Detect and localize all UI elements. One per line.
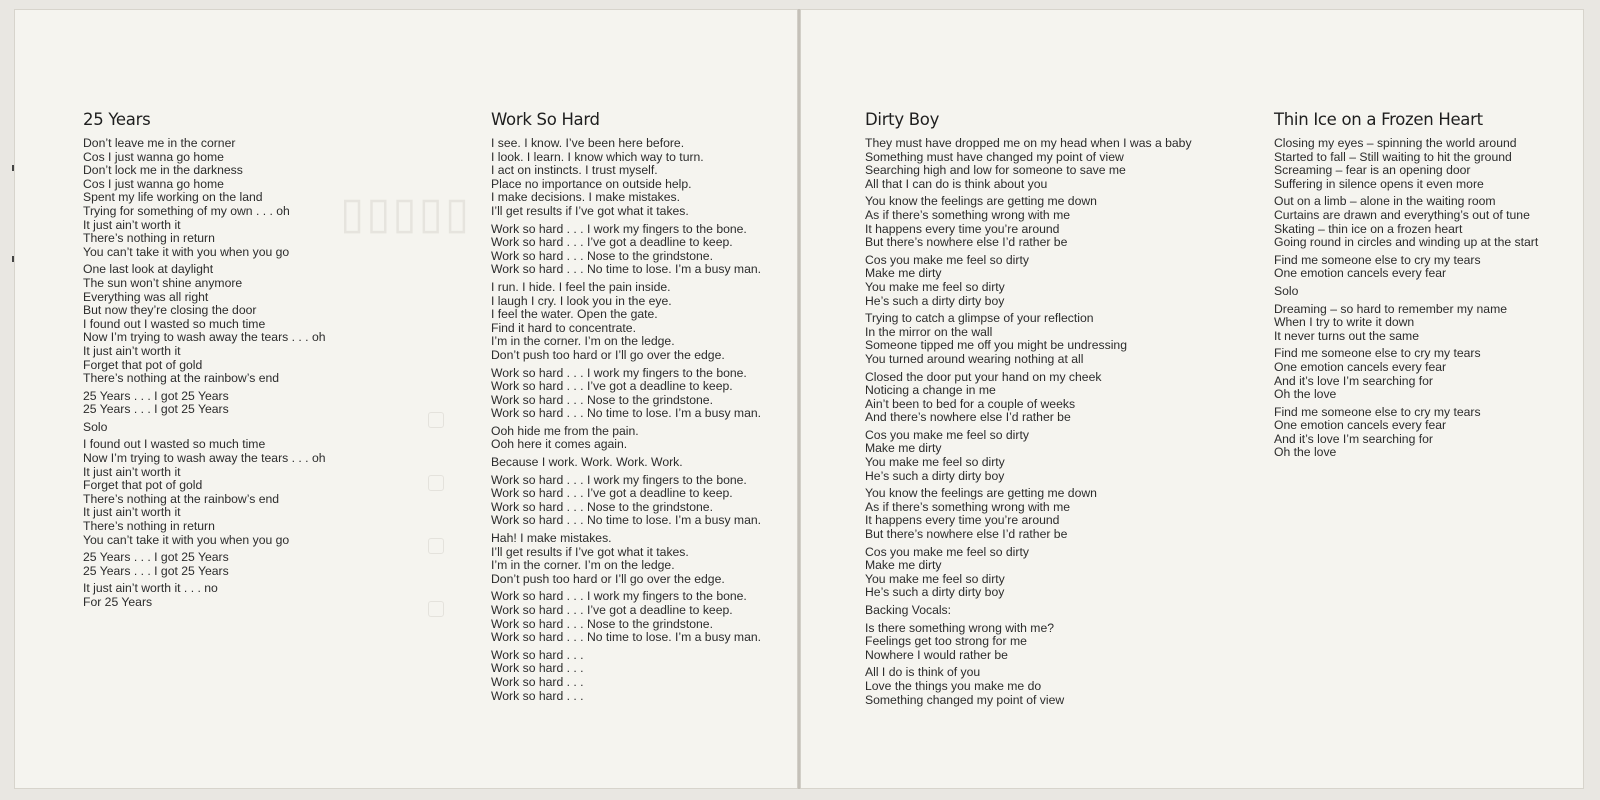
lyric-line: You make me feel so dirty bbox=[865, 571, 1005, 586]
lyric-line: Make me dirty bbox=[865, 558, 942, 573]
lyric-line: 25 Years . . . I got 25 Years bbox=[83, 402, 229, 417]
lyric-line: Solo bbox=[1274, 283, 1299, 298]
lyric-line: And it’s love I’m searching for bbox=[1274, 373, 1433, 388]
lyric-stanza bbox=[1274, 303, 1538, 344]
lyric-line: Trying for something of my own . . . oh bbox=[83, 203, 290, 218]
lyric-line: Work so hard . . . No time to lose. I’m a busy man. bbox=[491, 513, 762, 528]
lyric-line: Closed the door put your hand on my cheek bbox=[865, 369, 1102, 384]
lyric-stanza bbox=[83, 390, 326, 417]
lyric-line: I laugh I cry. I look you in the eye. bbox=[491, 293, 672, 308]
lyric-line: Find it hard to concentrate. bbox=[491, 320, 636, 335]
lyric-line: It just ain’t worth it bbox=[83, 217, 181, 232]
lyric-line: Trying to catch a glimpse of your reflection bbox=[865, 311, 1094, 326]
lyric-line: Cos I just wanna go home bbox=[83, 149, 224, 164]
lyric-line: Work so hard . . . I work my fingers to the bone. bbox=[491, 589, 747, 604]
lyric-stanza bbox=[491, 474, 761, 528]
lyric-line: Cos I just wanna go home bbox=[83, 176, 224, 191]
lyric-line: Work so hard . . . Nose to the grindstone. bbox=[491, 499, 713, 514]
lyric-stanza bbox=[83, 137, 326, 259]
song-title: Thin Ice on a Frozen Heart bbox=[1274, 110, 1483, 129]
lyric-line: For 25 Years bbox=[83, 595, 153, 609]
lyric-line: Work so hard . . . I’ve got a deadline to keep. bbox=[491, 379, 733, 394]
lyric-line: Cos you make me feel so dirty bbox=[865, 544, 1029, 559]
lyric-line: There’s nothing at the rainbow’s end bbox=[83, 371, 280, 386]
lyric-line: Work so hard . . . bbox=[491, 688, 584, 703]
lyric-line: Spent my life working on the land bbox=[83, 190, 263, 205]
lyric-line: You can’t take it with you when you go bbox=[83, 532, 290, 547]
lyric-line: It never turns out the same bbox=[1274, 328, 1419, 343]
lyric-line: Oh the love bbox=[1274, 445, 1337, 460]
lyric-stanza bbox=[865, 312, 1192, 366]
lyric-stanza bbox=[491, 649, 761, 703]
lyric-line: Work so hard . . . I work my fingers to the bone. bbox=[491, 365, 747, 380]
lyric-line: Started to fall – Still waiting to hit the ground bbox=[1274, 149, 1512, 164]
song-title: Work So Hard bbox=[491, 110, 600, 129]
lyric-line: Closing my eyes – spinning the world around bbox=[1274, 136, 1517, 150]
lyric-line: I act on instincts. I trust myself. bbox=[491, 163, 658, 178]
lyric-line: Someone tipped me off you might be undressing bbox=[865, 338, 1127, 353]
lyric-line: They must have dropped me on my head when I was a baby bbox=[865, 136, 1192, 150]
lyric-stanza bbox=[491, 367, 761, 421]
lyric-line: But there’s nowhere else I’d rather be bbox=[865, 527, 1068, 542]
song-column bbox=[1274, 110, 1538, 464]
lyric-line: As if there’s something wrong with me bbox=[865, 207, 1071, 222]
lyric-line: Make me dirty bbox=[865, 266, 942, 281]
lyric-line: It happens every time you’re around bbox=[865, 221, 1060, 236]
lyric-stanza bbox=[491, 137, 761, 219]
lyrics-body bbox=[491, 137, 761, 703]
lyrics-body bbox=[83, 137, 326, 610]
lyric-line: Cos you make me feel so dirty bbox=[865, 252, 1029, 267]
lyric-line: It just ain’t worth it . . . no bbox=[83, 581, 218, 596]
show-through-box bbox=[428, 538, 444, 554]
lyric-line: Work so hard . . . No time to lose. I’m a busy man. bbox=[491, 630, 762, 645]
lyric-line: You turned around wearing nothing at all bbox=[865, 351, 1084, 366]
lyric-line: Out on a limb – alone in the waiting room bbox=[1274, 194, 1496, 209]
lyric-line: Forget that pot of gold bbox=[83, 357, 203, 372]
show-through-box bbox=[428, 475, 444, 491]
lyric-line: Ooh here it comes again. bbox=[491, 437, 628, 452]
lyric-line: Something must have changed my point of view bbox=[865, 149, 1124, 164]
lyric-line: Ain’t been to bed for a couple of weeks bbox=[865, 396, 1076, 411]
lyric-line: It just ain’t worth it bbox=[83, 505, 181, 520]
lyric-line: Screaming – fear is an opening door bbox=[1274, 163, 1471, 178]
lyric-line: I’m in the corner. I’m on the ledge. bbox=[491, 334, 675, 349]
lyric-line: You know the feelings are getting me down bbox=[865, 194, 1097, 209]
lyric-line: But there’s nowhere else I’d rather be bbox=[865, 235, 1068, 250]
lyric-line: Hah! I make mistakes. bbox=[491, 531, 612, 546]
lyric-line: You know the feelings are getting me down bbox=[865, 486, 1097, 501]
lyric-line: Work so hard . . . Nose to the grindstone. bbox=[491, 616, 713, 631]
lyric-stanza bbox=[1274, 137, 1538, 191]
lyric-line: I make decisions. I make mistakes. bbox=[491, 190, 680, 205]
lyric-stanza bbox=[1274, 347, 1538, 401]
lyric-line: Don’t push too hard or I’ll go over the edge. bbox=[491, 571, 725, 586]
song-column bbox=[865, 110, 1192, 711]
lyric-line: There’s nothing in return bbox=[83, 231, 215, 246]
lyric-line: Don’t leave me in the corner bbox=[83, 136, 236, 150]
lyric-line: Work so hard . . . I’ve got a deadline to keep. bbox=[491, 486, 733, 501]
lyric-line: Work so hard . . . bbox=[491, 661, 584, 676]
lyric-line: Work so hard . . . Nose to the grindstone. bbox=[491, 248, 713, 263]
lyric-line: It happens every time you’re around bbox=[865, 513, 1060, 528]
lyric-line: He’s such a dirty dirty boy bbox=[865, 293, 1005, 308]
lyric-line: Now I’m trying to wash away the tears . . . oh bbox=[83, 330, 326, 345]
lyric-line: And it’s love I’m searching for bbox=[1274, 431, 1433, 446]
lyric-line: Something changed my point of view bbox=[865, 692, 1065, 707]
lyric-line: Work so hard . . . bbox=[491, 674, 584, 689]
lyric-line: One emotion cancels every fear bbox=[1274, 359, 1447, 374]
lyric-line: I’ll get results if I’ve got what it takes. bbox=[491, 544, 689, 559]
lyric-line: 25 Years . . . I got 25 Years bbox=[83, 563, 229, 578]
lyric-line: Work so hard . . . bbox=[491, 647, 584, 662]
lyric-stanza bbox=[1274, 195, 1538, 249]
lyric-line: Backing Vocals: bbox=[865, 603, 952, 617]
lyric-stanza bbox=[865, 666, 1192, 707]
lyric-line: Forget that pot of gold bbox=[83, 478, 203, 493]
lyric-line: Everything was all right bbox=[83, 289, 209, 304]
lyric-line: I look. I learn. I know which way to turn. bbox=[491, 149, 704, 164]
lyric-line: Find me someone else to cry my tears bbox=[1274, 252, 1481, 267]
lyric-line: It just ain’t worth it bbox=[83, 464, 181, 479]
lyric-line: I’ll get results if I’ve got what it takes. bbox=[491, 203, 689, 218]
lyrics-body bbox=[1274, 137, 1538, 460]
lyric-line: There’s nothing at the rainbow’s end bbox=[83, 491, 280, 506]
lyric-line: It just ain’t worth it bbox=[83, 343, 181, 358]
lyric-stanza bbox=[491, 456, 761, 470]
lyric-line: He’s such a dirty dirty boy bbox=[865, 585, 1005, 600]
song-title: 25 Years bbox=[83, 110, 151, 129]
lyric-line: Going round in circles and winding up at the start bbox=[1274, 235, 1539, 250]
lyric-line: Now I’m trying to wash away the tears . . . oh bbox=[83, 451, 326, 466]
lyric-line: You make me feel so dirty bbox=[865, 455, 1005, 470]
crop-mark bbox=[12, 256, 14, 262]
lyric-line: Work so hard . . . No time to lose. I’m a busy man. bbox=[491, 406, 762, 421]
show-through-decoration: ▯▯▯▯▯ bbox=[340, 189, 472, 238]
lyric-line: Nowhere I would rather be bbox=[865, 647, 1008, 662]
lyric-stanza bbox=[491, 425, 761, 452]
lyric-line: One emotion cancels every fear bbox=[1274, 418, 1447, 433]
lyric-line: One emotion cancels every fear bbox=[1274, 266, 1447, 281]
lyric-stanza bbox=[491, 223, 761, 277]
lyric-line: Feelings get too strong for me bbox=[865, 634, 1027, 649]
lyric-line: I’m in the corner. I’m on the ledge. bbox=[491, 558, 675, 573]
lyric-line: Curtains are drawn and everything’s out of tune bbox=[1274, 207, 1530, 222]
lyric-line: All I do is think of you bbox=[865, 665, 981, 680]
lyric-line: Work so hard . . . No time to lose. I’m a busy man. bbox=[491, 262, 762, 277]
lyric-line: As if there’s something wrong with me bbox=[865, 499, 1071, 514]
lyric-line: Work so hard . . . I’ve got a deadline to keep. bbox=[491, 603, 733, 617]
lyric-line: All that I can do is think about you bbox=[865, 176, 1048, 191]
lyric-line: But now they’re closing the door bbox=[83, 303, 257, 318]
lyric-line: You make me feel so dirty bbox=[865, 279, 1005, 294]
lyric-line: I found out I wasted so much time bbox=[83, 316, 266, 331]
lyric-line: Find me someone else to cry my tears bbox=[1274, 346, 1481, 361]
lyric-line: Make me dirty bbox=[865, 441, 942, 456]
lyric-line: Work so hard . . . I’ve got a deadline to keep. bbox=[491, 235, 733, 250]
lyric-line: Noticing a change in me bbox=[865, 383, 996, 398]
lyric-stanza bbox=[83, 421, 326, 435]
lyric-line: Don’t push too hard or I’ll go over the edge. bbox=[491, 347, 725, 362]
lyric-line: Solo bbox=[83, 419, 108, 434]
lyric-line: Find me someone else to cry my tears bbox=[1274, 404, 1481, 419]
lyric-line: Because I work. Work. Work. Work. bbox=[491, 455, 683, 470]
lyric-stanza bbox=[83, 582, 326, 609]
lyric-stanza bbox=[865, 487, 1192, 541]
lyric-stanza bbox=[865, 137, 1192, 191]
lyric-line: Don’t lock me in the darkness bbox=[83, 163, 243, 178]
lyric-line: And there’s nowhere else I’d rather be bbox=[865, 410, 1071, 425]
lyric-line: One last look at daylight bbox=[83, 262, 214, 277]
lyric-line: Dreaming – so hard to remember my name bbox=[1274, 301, 1508, 316]
lyric-stanza bbox=[1274, 285, 1538, 299]
lyric-stanza bbox=[491, 532, 761, 586]
lyric-line: Work so hard . . . I work my fingers to the bone. bbox=[491, 472, 747, 487]
lyric-line: I see. I know. I’ve been here before. bbox=[491, 136, 685, 150]
lyric-line: I found out I wasted so much time bbox=[83, 437, 266, 452]
lyric-stanza bbox=[1274, 406, 1538, 460]
lyric-stanza bbox=[865, 622, 1192, 663]
lyric-line: Skating – thin ice on a frozen heart bbox=[1274, 221, 1463, 236]
lyric-stanza bbox=[865, 546, 1192, 600]
lyric-line: He’s such a dirty dirty boy bbox=[865, 468, 1005, 483]
lyrics-body bbox=[865, 137, 1192, 707]
lyric-stanza bbox=[491, 590, 761, 644]
lyric-stanza bbox=[865, 254, 1192, 308]
lyric-line: Suffering in silence opens it even more bbox=[1274, 176, 1484, 191]
lyric-stanza bbox=[83, 263, 326, 385]
lyric-stanza bbox=[865, 371, 1192, 425]
lyric-line: I run. I hide. I feel the pain inside. bbox=[491, 279, 671, 294]
lyric-line: The sun won’t shine anymore bbox=[83, 275, 243, 290]
lyric-stanza bbox=[1274, 254, 1538, 281]
lyric-stanza bbox=[865, 195, 1192, 249]
song-column bbox=[83, 110, 326, 614]
song-column bbox=[491, 110, 761, 707]
song-title: Dirty Boy bbox=[865, 110, 940, 129]
show-through-box bbox=[428, 412, 444, 428]
lyric-line: Love the things you make me do bbox=[865, 678, 1042, 693]
lyric-stanza bbox=[83, 438, 326, 547]
lyric-line: Ooh hide me from the pain. bbox=[491, 423, 639, 438]
lyric-stanza bbox=[865, 429, 1192, 483]
lyric-line: 25 Years . . . I got 25 Years bbox=[83, 550, 229, 565]
lyric-stanza bbox=[865, 604, 1192, 618]
lyric-line: Work so hard . . . I work my fingers to the bone. bbox=[491, 221, 747, 236]
booklet-spine bbox=[797, 9, 801, 789]
lyric-line: When I try to write it down bbox=[1274, 315, 1415, 330]
lyric-line: In the mirror on the wall bbox=[865, 324, 993, 339]
lyric-line: Searching high and low for someone to save me bbox=[865, 163, 1126, 178]
lyric-stanza bbox=[491, 281, 761, 363]
lyric-line: Work so hard . . . Nose to the grindstone. bbox=[491, 392, 713, 407]
lyric-line: Oh the love bbox=[1274, 387, 1337, 402]
show-through-box bbox=[428, 601, 444, 617]
lyric-line: I feel the water. Open the gate. bbox=[491, 307, 658, 322]
lyric-line: Place no importance on outside help. bbox=[491, 176, 692, 191]
lyric-line: 25 Years . . . I got 25 Years bbox=[83, 388, 229, 403]
lyric-line: You can’t take it with you when you go bbox=[83, 244, 290, 259]
lyric-line: There’s nothing in return bbox=[83, 519, 215, 534]
lyric-stanza bbox=[83, 551, 326, 578]
lyric-line: Cos you make me feel so dirty bbox=[865, 427, 1029, 442]
lyric-line: Is there something wrong with me? bbox=[865, 620, 1054, 635]
crop-mark bbox=[12, 165, 14, 171]
